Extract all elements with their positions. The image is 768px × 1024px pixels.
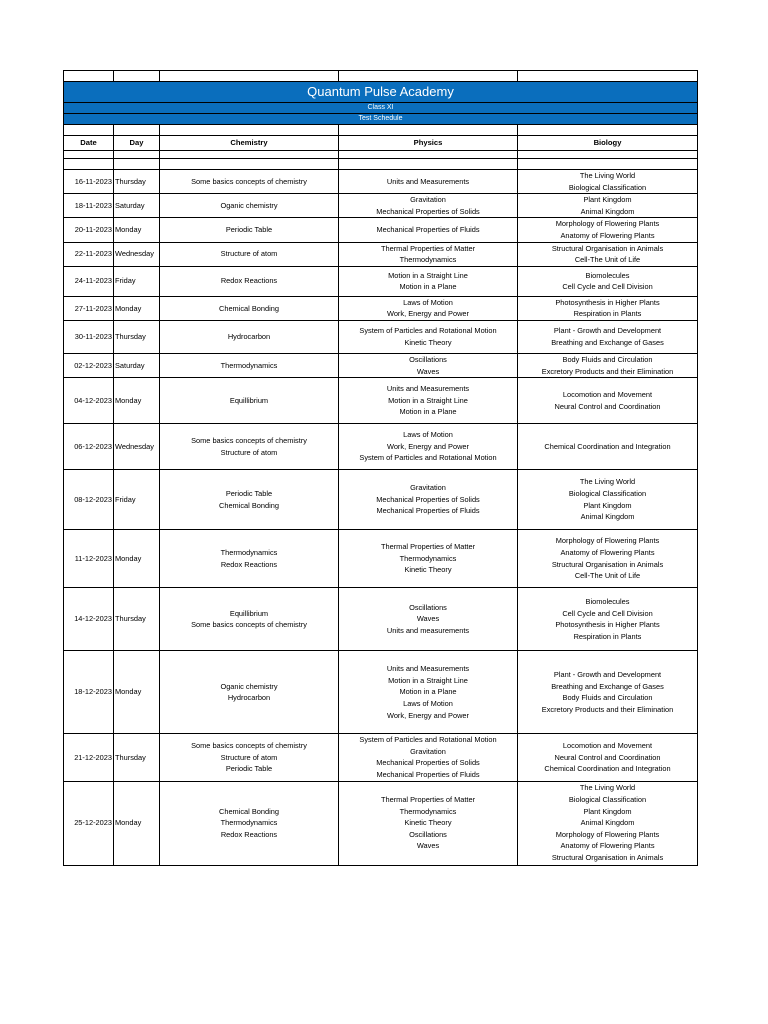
physics-topic: Laws of Motion	[403, 297, 453, 307]
biology-topic: Locomotion and Movement	[562, 390, 653, 400]
empty-row	[64, 159, 698, 170]
biology-topic: Neural Control and Coordination	[554, 401, 661, 411]
chemistry-cell[interactable]	[160, 424, 339, 470]
physics-topic: Gravitation	[410, 746, 446, 756]
empty-cell[interactable]	[160, 159, 339, 170]
date-cell[interactable]: 25-12-2023	[64, 781, 114, 865]
schedule-row	[64, 218, 698, 242]
empty-cell[interactable]	[339, 159, 518, 170]
schedule-row	[64, 588, 698, 651]
biology-topic: Morphology of Flowering Plants	[555, 829, 660, 839]
chemistry-topic: Periodic Table	[225, 764, 273, 774]
biology-cell[interactable]	[518, 781, 698, 865]
physics-cell[interactable]	[339, 530, 518, 588]
biology-topic: The Living World	[579, 171, 636, 180]
biology-topic: Cell-The Unit of Life	[574, 255, 641, 265]
physics-topic: Work, Energy and Power	[386, 441, 470, 451]
biology-topic: Morphology of Flowering Plants	[555, 536, 660, 546]
physics-cell[interactable]	[339, 734, 518, 781]
physics-cell[interactable]	[339, 170, 518, 194]
empty-cell[interactable]	[339, 151, 518, 159]
chemistry-topic: Periodic Table	[225, 489, 273, 499]
biology-topic: Chemical Coordination and Integration	[544, 764, 671, 774]
physics-cell[interactable]	[339, 470, 518, 530]
biology-cell[interactable]	[518, 588, 698, 651]
schedule-row	[64, 734, 698, 781]
day-cell[interactable]: Monday	[114, 530, 160, 588]
biology-topic: Respiration in Plants	[573, 631, 642, 641]
date-cell[interactable]: 24-11-2023	[64, 266, 114, 296]
physics-topic: Kinetic Theory	[404, 818, 452, 828]
chemistry-topic: Redox Reactions	[220, 276, 278, 286]
biology-cell[interactable]	[518, 378, 698, 424]
physics-topic: Thermodynamics	[399, 255, 457, 265]
biology-topic: Anatomy of Flowering Plants	[560, 841, 655, 851]
chemistry-topic: Structure of atom	[220, 447, 278, 457]
chemistry-cell[interactable]	[160, 651, 339, 734]
empty-cell[interactable]	[114, 159, 160, 170]
empty-row	[64, 151, 698, 159]
biology-topic: Chemical Coordination and Integration	[544, 441, 671, 451]
biology-topic: Cell Cycle and Cell Division	[562, 282, 653, 292]
biology-topic: Plant Kingdom	[583, 806, 632, 816]
chemistry-cell[interactable]	[160, 353, 339, 377]
date-cell[interactable]: 18-11-2023	[64, 194, 114, 218]
empty-cell[interactable]	[160, 71, 339, 82]
day-cell[interactable]: Thursday	[114, 170, 160, 194]
biology-topic: Biological Classification	[568, 489, 647, 499]
schedule-row	[64, 530, 698, 588]
biology-topic: Breathing and Exchange of Gases	[551, 337, 664, 347]
date-cell[interactable]: 14-12-2023	[64, 588, 114, 651]
day-cell[interactable]: Friday	[114, 470, 160, 530]
date-cell[interactable]: 20-11-2023	[64, 218, 114, 242]
physics-topic: Thermodynamics	[399, 806, 457, 816]
empty-cell[interactable]	[518, 159, 698, 170]
class-label[interactable]: Class XI	[64, 103, 698, 114]
date-cell[interactable]: 08-12-2023	[64, 470, 114, 530]
subtitle-row	[64, 114, 698, 125]
chemistry-topic: Oganic chemistry	[220, 200, 278, 210]
schedule-row	[64, 320, 698, 353]
biology-topic: Anatomy of Flowering Plants	[560, 230, 655, 240]
day-cell[interactable]: Wednesday	[114, 242, 160, 266]
empty-cell[interactable]	[64, 151, 114, 159]
physics-topic: Motion in a Straight Line	[388, 395, 468, 405]
physics-topic: Units and Measurements	[386, 176, 470, 186]
chemistry-cell[interactable]	[160, 242, 339, 266]
schedule-row	[64, 470, 698, 530]
physics-topic: Thermal Properties of Matter	[380, 542, 476, 552]
biology-topic: Biomolecules	[585, 270, 630, 280]
biology-topic: Excretory Products and their Elimination	[541, 366, 674, 376]
physics-topic: Units and Measurements	[386, 664, 470, 674]
chemistry-cell[interactable]	[160, 296, 339, 320]
biology-topic: Body Fluids and Circulation	[562, 693, 653, 703]
biology-topic: Structural Organisation in Animals	[551, 559, 664, 569]
physics-topic: Motion in a Plane	[399, 687, 457, 697]
top-empty-row	[64, 71, 698, 82]
physics-topic: Thermal Properties of Matter	[380, 795, 476, 805]
schedule-row	[64, 170, 698, 194]
physics-topic: Work, Energy and Power	[386, 710, 470, 720]
physics-cell[interactable]	[339, 781, 518, 865]
day-cell[interactable]: Monday	[114, 781, 160, 865]
chemistry-cell[interactable]	[160, 734, 339, 781]
physics-topic: System of Particles and Rotational Motion	[359, 453, 497, 463]
chemistry-topic: Periodic Table	[225, 225, 273, 235]
class-row	[64, 103, 698, 114]
chemistry-cell[interactable]	[160, 588, 339, 651]
column-header-chemistry[interactable]: Chemistry	[160, 136, 339, 151]
physics-topic: Mechanical Properties of Fluids	[376, 769, 480, 779]
biology-topic: Animal Kingdom	[580, 512, 635, 522]
empty-cell[interactable]	[160, 151, 339, 159]
physics-topic: Units and Measurements	[386, 384, 470, 394]
chemistry-topic: Some basics concepts of chemistry	[191, 176, 307, 186]
empty-cell[interactable]	[64, 125, 114, 136]
chemistry-topic: Some basics concepts of chemistry	[191, 620, 307, 630]
chemistry-cell[interactable]	[160, 530, 339, 588]
academy-title[interactable]: Quantum Pulse Academy	[64, 82, 698, 103]
column-header-row	[64, 136, 698, 151]
biology-cell[interactable]	[518, 296, 698, 320]
chemistry-cell[interactable]	[160, 170, 339, 194]
biology-topic: The Living World	[579, 783, 636, 793]
physics-cell[interactable]	[339, 218, 518, 242]
schedule-row	[64, 194, 698, 218]
physics-topic: Mechanical Properties of Solids	[376, 758, 480, 768]
schedule-row	[64, 781, 698, 865]
biology-topic: Neural Control and Coordination	[554, 752, 661, 762]
physics-cell[interactable]	[339, 378, 518, 424]
biology-topic: Cell-The Unit of Life	[574, 571, 641, 581]
biology-topic: Excretory Products and their Elimination	[541, 704, 674, 714]
physics-topic: Oscillations	[409, 354, 447, 364]
biology-topic: Respiration in Plants	[573, 309, 642, 319]
column-header-date[interactable]: Date	[64, 136, 114, 151]
biology-cell[interactable]	[518, 320, 698, 353]
column-header-day[interactable]: Day	[114, 136, 160, 151]
biology-topic: Biomolecules	[585, 596, 630, 606]
day-cell[interactable]: Monday	[114, 378, 160, 424]
physics-topic: Kinetic Theory	[404, 337, 452, 347]
day-cell[interactable]: Thursday	[114, 734, 160, 781]
physics-topic: Waves	[416, 841, 440, 851]
physics-topic: Motion in a Plane	[399, 282, 457, 292]
biology-topic: Breathing and Exchange of Gases	[551, 681, 664, 691]
chemistry-topic: Chemical Bonding	[219, 303, 279, 313]
schedule-row	[64, 296, 698, 320]
day-cell[interactable]: Friday	[114, 266, 160, 296]
schedule-subtitle[interactable]: Test Schedule	[64, 114, 698, 125]
physics-cell[interactable]	[339, 424, 518, 470]
chemistry-cell[interactable]	[160, 194, 339, 218]
physics-topic: Motion in a Straight Line	[388, 675, 468, 685]
physics-topic: Laws of Motion	[403, 430, 453, 440]
chemistry-cell[interactable]	[160, 470, 339, 530]
biology-topic: Locomotion and Movement	[562, 740, 653, 750]
empty-cell[interactable]	[339, 71, 518, 82]
biology-topic: Plant Kingdom	[583, 500, 632, 510]
physics-topic: Oscillations	[409, 602, 447, 612]
chemistry-topic: Some basics concepts of chemistry	[191, 436, 307, 446]
day-cell[interactable]: Saturday	[114, 194, 160, 218]
physics-topic: Laws of Motion	[403, 698, 453, 708]
biology-cell[interactable]	[518, 218, 698, 242]
chemistry-cell[interactable]	[160, 781, 339, 865]
physics-topic: Waves	[416, 366, 440, 376]
chemistry-topic: Chemical Bonding	[219, 500, 279, 510]
biology-cell[interactable]	[518, 194, 698, 218]
physics-cell[interactable]	[339, 194, 518, 218]
biology-cell[interactable]	[518, 651, 698, 734]
physics-cell[interactable]	[339, 651, 518, 734]
biology-cell[interactable]	[518, 470, 698, 530]
biology-cell[interactable]	[518, 242, 698, 266]
biology-topic: Animal Kingdom	[580, 818, 635, 828]
biology-topic: Biological Classification	[568, 795, 647, 805]
physics-topic: Gravitation	[410, 483, 446, 493]
physics-topic: Mechanical Properties of Solids	[376, 494, 480, 504]
chemistry-cell[interactable]	[160, 218, 339, 242]
physics-topic: Waves	[416, 614, 440, 624]
chemistry-topic: Thermodynamics	[220, 818, 278, 828]
day-cell[interactable]: Monday	[114, 218, 160, 242]
biology-topic: The Living World	[579, 477, 636, 487]
day-cell[interactable]: Wednesday	[114, 424, 160, 470]
biology-cell[interactable]	[518, 266, 698, 296]
chemistry-topic: Redox Reactions	[220, 829, 278, 839]
biology-topic: Cell Cycle and Cell Division	[562, 608, 653, 618]
biology-cell[interactable]	[518, 353, 698, 377]
physics-topic: Mechanical Properties of Solids	[376, 206, 480, 216]
physics-cell[interactable]	[339, 242, 518, 266]
biology-cell[interactable]	[518, 424, 698, 470]
biology-topic: Photosynthesis in Higher Plants	[555, 297, 660, 307]
day-cell[interactable]: Monday	[114, 651, 160, 734]
biology-topic: Body Fluids and Circulation	[562, 354, 653, 364]
empty-cell[interactable]	[518, 125, 698, 136]
physics-topic: Mechanical Properties of Fluids	[376, 225, 480, 235]
empty-cell[interactable]	[114, 151, 160, 159]
empty-cell[interactable]	[160, 125, 339, 136]
biology-cell[interactable]	[518, 530, 698, 588]
chemistry-topic: Chemical Bonding	[219, 806, 279, 816]
schedule-row	[64, 242, 698, 266]
physics-topic: Oscillations	[409, 829, 447, 839]
date-cell[interactable]: 21-12-2023	[64, 734, 114, 781]
empty-cell[interactable]	[64, 159, 114, 170]
physics-topic: Motion in a Plane	[399, 407, 457, 417]
biology-topic: Structural Organisation in Animals	[551, 852, 664, 862]
schedule-row	[64, 353, 698, 377]
column-header-physics[interactable]: Physics	[339, 136, 518, 151]
empty-cell[interactable]	[518, 151, 698, 159]
physics-cell[interactable]	[339, 588, 518, 651]
biology-topic: Photosynthesis in Higher Plants	[555, 620, 660, 630]
schedule-row	[64, 378, 698, 424]
physics-cell[interactable]	[339, 320, 518, 353]
biology-topic: Structural Organisation in Animals	[551, 243, 664, 253]
sheet-body	[64, 71, 698, 866]
date-cell[interactable]: 16-11-2023	[64, 170, 114, 194]
physics-topic: Thermal Properties of Matter	[380, 243, 476, 253]
chemistry-cell[interactable]	[160, 320, 339, 353]
physics-topic: Thermodynamics	[399, 553, 457, 563]
chemistry-topic: Redox Reactions	[220, 559, 278, 569]
biology-cell[interactable]	[518, 170, 698, 194]
day-cell[interactable]: Saturday	[114, 353, 160, 377]
chemistry-topic: Equillibrium	[229, 608, 269, 618]
chemistry-topic: Structure of atom	[220, 752, 278, 762]
biology-topic: Morphology of Flowering Plants	[555, 219, 660, 229]
physics-topic: System of Particles and Rotational Motion	[359, 735, 497, 745]
date-cell[interactable]: 30-11-2023	[64, 320, 114, 353]
biology-topic: Plant - Growth and Development	[553, 669, 662, 679]
date-cell[interactable]: 11-12-2023	[64, 530, 114, 588]
schedule-row	[64, 651, 698, 734]
schedule-row	[64, 424, 698, 470]
physics-cell[interactable]	[339, 296, 518, 320]
empty-cell[interactable]	[114, 125, 160, 136]
biology-topic: Plant - Growth and Development	[553, 326, 662, 336]
column-header-biology[interactable]: Biology	[518, 136, 698, 151]
empty-row	[64, 125, 698, 136]
chemistry-topic: Thermodynamics	[220, 360, 278, 370]
biology-topic: Anatomy of Flowering Plants	[560, 548, 655, 558]
empty-cell[interactable]	[64, 71, 114, 82]
title-row	[64, 82, 698, 103]
date-cell[interactable]: 02-12-2023	[64, 353, 114, 377]
empty-cell[interactable]	[339, 125, 518, 136]
date-cell[interactable]: 04-12-2023	[64, 378, 114, 424]
empty-cell[interactable]	[114, 71, 160, 82]
physics-topic: Motion in a Straight Line	[388, 270, 468, 280]
day-cell[interactable]: Thursday	[114, 588, 160, 651]
biology-topic: Biological Classification	[568, 182, 647, 192]
chemistry-topic: Thermodynamics	[220, 548, 278, 558]
schedule-row	[64, 266, 698, 296]
chemistry-cell[interactable]	[160, 378, 339, 424]
chemistry-topic: Structure of atom	[220, 249, 278, 259]
biology-topic: Plant Kingdom	[583, 195, 632, 205]
day-cell[interactable]: Thursday	[114, 320, 160, 353]
day-cell[interactable]: Monday	[114, 296, 160, 320]
physics-topic: System of Particles and Rotational Motion	[359, 326, 497, 336]
physics-topic: Gravitation	[410, 195, 446, 205]
chemistry-topic: Hydrocarbon	[227, 332, 271, 342]
physics-topic: Kinetic Theory	[404, 565, 452, 575]
chemistry-topic: Oganic chemistry	[220, 681, 278, 691]
test-schedule-sheet	[63, 70, 698, 866]
chemistry-topic: Equillibrium	[229, 395, 269, 405]
date-cell[interactable]: 06-12-2023	[64, 424, 114, 470]
chemistry-cell[interactable]	[160, 266, 339, 296]
date-cell[interactable]: 22-11-2023	[64, 242, 114, 266]
physics-topic: Units and measurements	[386, 625, 470, 635]
date-cell[interactable]: 18-12-2023	[64, 651, 114, 734]
physics-cell[interactable]	[339, 266, 518, 296]
physics-cell[interactable]	[339, 353, 518, 377]
chemistry-topic: Some basics concepts of chemistry	[191, 740, 307, 750]
physics-topic: Work, Energy and Power	[386, 309, 470, 319]
biology-topic: Animal Kingdom	[580, 206, 635, 216]
biology-cell[interactable]	[518, 734, 698, 781]
date-cell[interactable]: 27-11-2023	[64, 296, 114, 320]
chemistry-topic: Hydrocarbon	[227, 693, 271, 703]
empty-cell[interactable]	[518, 71, 698, 82]
physics-topic: Mechanical Properties of Fluids	[376, 506, 480, 516]
